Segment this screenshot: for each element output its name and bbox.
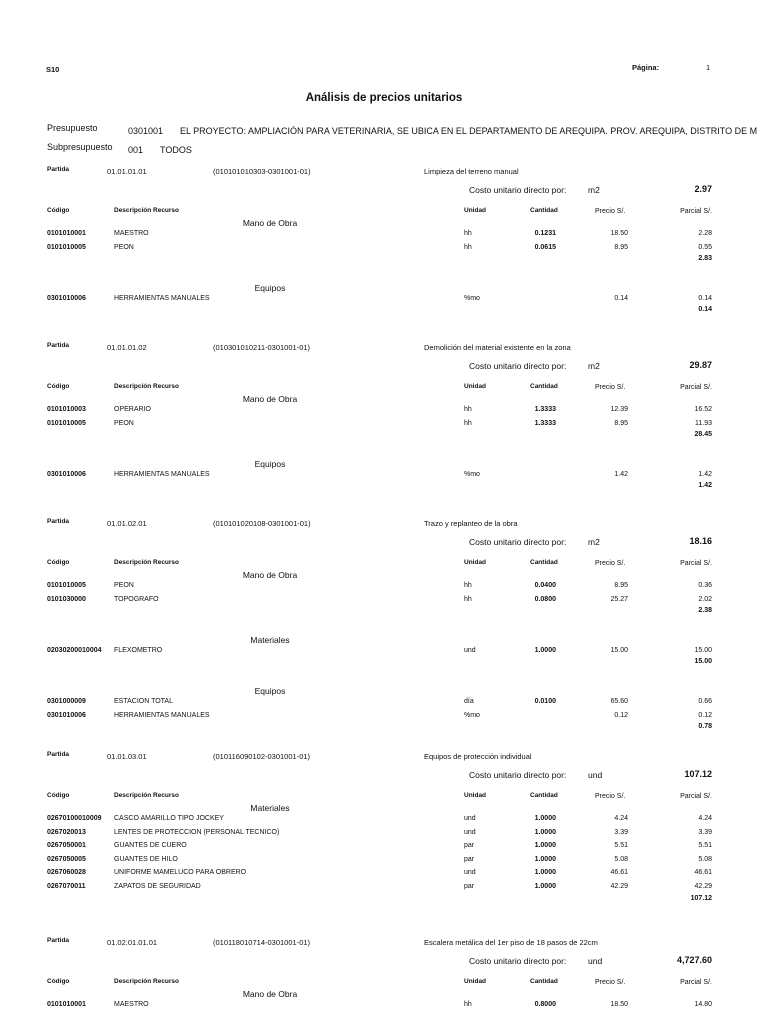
column-header-unidad: Unidad — [464, 559, 487, 566]
resource-description: ESTACION TOTAL — [114, 698, 173, 705]
resource-code: 0101010003 — [47, 406, 86, 413]
resource-description: PEON — [114, 582, 134, 589]
column-header-descripcion: Descripción Recurso — [114, 559, 180, 566]
partida-number: 01.02.01.01.01 — [107, 938, 158, 947]
partida-unit-cost: 107.12 — [684, 769, 712, 779]
resource-partial: 42.29 — [694, 883, 712, 890]
resource-unit: hh — [464, 243, 472, 251]
resource-unit: hh — [464, 406, 472, 413]
page-label: Página: — [632, 63, 660, 72]
partida-number: 01.01.02.01 — [107, 519, 147, 528]
resource-partial: 5.51 — [698, 842, 712, 850]
partida-unit: m2 — [588, 185, 600, 195]
resource-partial: 11.93 — [695, 419, 712, 427]
column-header-codigo: Código — [47, 383, 70, 390]
resource-code: 0267050005 — [47, 855, 86, 863]
partida-unit: und — [588, 770, 603, 780]
column-header-cantidad: Cantidad — [530, 383, 558, 390]
resource-partial: 15.00 — [694, 646, 712, 654]
resource-description: CASCO AMARILLO TIPO JOCKEY — [114, 815, 224, 822]
resource-description: TOPOGRAFO — [114, 595, 159, 603]
column-header-cantidad: Cantidad — [530, 792, 558, 799]
column-header-unidad: Unidad — [464, 383, 487, 390]
resource-group-title: Materiales — [250, 634, 290, 645]
partida-description: Equipos de protección individual — [424, 752, 532, 761]
partida-label: Partida — [47, 166, 70, 173]
resource-group-subtotal: 0.78 — [698, 723, 712, 731]
partida-label: Partida — [47, 518, 70, 525]
resource-unit: día — [464, 698, 474, 705]
costo-unitario-label: Costo unitario directo por: — [469, 361, 567, 371]
resource-partial: 14.80 — [694, 1001, 712, 1008]
resource-partial: 0.55 — [698, 243, 712, 251]
resource-partial: 2.02 — [698, 595, 712, 603]
partida-unit: und — [588, 956, 603, 966]
subpresupuesto-label: Subpresupuesto — [47, 142, 113, 152]
resource-description: FLEXOMETRO — [114, 646, 163, 654]
resource-partial: 2.28 — [698, 230, 712, 237]
partida-label: Partida — [47, 751, 70, 758]
resource-group-subtotal: 107.12 — [690, 894, 712, 902]
resource-group-subtotal: 28.45 — [694, 431, 712, 439]
resource-quantity: 0.0615 — [534, 243, 556, 251]
resource-description: OPERARIO — [114, 406, 151, 413]
resource-description: LENTES DE PROTECCION (PERSONAL TECNICO) — [114, 828, 280, 836]
resource-partial: 0.36 — [698, 582, 712, 589]
resource-quantity: 1.0000 — [534, 855, 556, 863]
resource-description: ZAPATOS DE SEGURIDAD — [114, 883, 201, 890]
resource-description: GUANTES DE HILO — [114, 855, 178, 863]
resource-quantity: 1.0000 — [534, 828, 556, 836]
resource-price: 8.95 — [614, 419, 628, 427]
presupuesto-code: 0301001 — [128, 126, 164, 136]
partida-reference: (010118010714-0301001-01) — [213, 938, 311, 947]
partida-description: Trazo y replanteo de la obra — [424, 519, 518, 528]
resource-price: 8.95 — [614, 243, 628, 251]
resource-unit: hh — [464, 595, 472, 603]
column-header-descripcion: Descripción Recurso — [114, 978, 180, 985]
resource-group-title: Mano de Obra — [242, 218, 298, 228]
subpresupuesto-description: TODOS — [160, 145, 192, 155]
resource-description: GUANTES DE CUERO — [114, 842, 187, 850]
resource-quantity: 1.0000 — [534, 869, 556, 877]
column-header-codigo: Código — [47, 207, 70, 214]
column-header-descripcion: Descripción Recurso — [114, 207, 180, 214]
resource-quantity: 1.0000 — [534, 646, 556, 654]
partida-number: 01.01.03.01 — [107, 752, 147, 761]
resource-code: 0301010006 — [47, 711, 86, 719]
column-header-precio: Precio S/. — [595, 208, 626, 215]
partida-label: Partida — [47, 937, 70, 944]
resource-code: 02030200010004 — [47, 646, 102, 654]
resource-quantity: 1.0000 — [534, 883, 556, 890]
resource-description: UNIFORME MAMELUCO PARA OBRERO — [114, 869, 247, 877]
resource-group-title: Equipos — [254, 282, 286, 293]
partida-reference: (010116090102-0301001-01) — [213, 752, 311, 761]
resource-price: 15.00 — [610, 646, 628, 654]
resource-code: 0301010006 — [47, 470, 86, 478]
resource-partial: 3.39 — [698, 828, 712, 836]
resource-quantity: 0.0800 — [534, 595, 556, 603]
resource-price: 42.29 — [610, 883, 628, 890]
resource-price: 1.42 — [614, 470, 628, 478]
report-code: S10 — [46, 65, 60, 74]
page-number: 1 — [706, 63, 711, 72]
resource-unit: %mo — [464, 294, 480, 302]
resource-group-title: Equipos — [254, 458, 286, 469]
column-header-codigo: Código — [47, 559, 70, 566]
resource-code: 0101030000 — [47, 595, 86, 603]
resource-code: 0267020013 — [47, 828, 86, 836]
resource-quantity: 1.0000 — [534, 842, 556, 850]
column-header-precio: Precio S/. — [595, 384, 626, 391]
resource-unit: hh — [464, 230, 472, 237]
partida-unit-cost: 4,727.60 — [676, 955, 712, 965]
column-header-cantidad: Cantidad — [530, 978, 558, 985]
resource-group-title: Mano de Obra — [242, 570, 298, 580]
resource-unit: hh — [464, 419, 472, 427]
partida-reference: (010101020108-0301001-01) — [213, 519, 311, 528]
resource-partial: 0.14 — [698, 294, 712, 302]
resource-unit: und — [464, 869, 476, 877]
resource-quantity: 1.0000 — [534, 815, 556, 822]
partida-unit-cost: 2.97 — [694, 184, 712, 194]
resource-code: 0267050001 — [47, 842, 86, 850]
subpresupuesto-code: 001 — [128, 145, 144, 155]
page-title: Análisis de precios unitarios — [305, 92, 463, 104]
resource-price: 18.50 — [610, 1001, 628, 1008]
resource-price: 4.24 — [614, 815, 628, 822]
resource-group-subtotal: 15.00 — [694, 658, 712, 666]
resource-code: 0301010006 — [47, 294, 86, 302]
costo-unitario-label: Costo unitario directo por: — [469, 185, 567, 195]
partida-unit: m2 — [588, 361, 600, 371]
resource-description: HERRAMIENTAS MANUALES — [114, 470, 210, 478]
resource-group-subtotal: 0.14 — [698, 306, 712, 314]
column-header-precio: Precio S/. — [595, 979, 626, 986]
resource-price: 25.27 — [610, 595, 628, 603]
resource-description: MAESTRO — [114, 230, 149, 237]
costo-unitario-label: Costo unitario directo por: — [469, 537, 567, 547]
resource-price: 0.12 — [614, 711, 628, 719]
column-header-parcial: Parcial S/. — [680, 793, 712, 800]
resource-unit: und — [464, 646, 476, 654]
column-header-precio: Precio S/. — [595, 793, 626, 800]
column-header-descripcion: Descripción Recurso — [114, 383, 180, 390]
resource-code: 0301000009 — [47, 698, 86, 705]
column-header-descripcion: Descripción Recurso — [114, 792, 180, 799]
resource-code: 0101010005 — [47, 582, 86, 589]
resource-description: HERRAMIENTAS MANUALES — [114, 294, 210, 302]
resource-unit: par — [464, 855, 475, 863]
column-header-unidad: Unidad — [464, 207, 487, 214]
resource-code: 0101010001 — [47, 230, 86, 237]
resource-group-title: Equipos — [254, 686, 286, 696]
presupuesto-label: Presupuesto — [47, 123, 98, 133]
column-header-precio: Precio S/. — [595, 560, 626, 567]
costo-unitario-label: Costo unitario directo por: — [469, 956, 567, 966]
partida-label: Partida — [47, 342, 70, 349]
column-header-unidad: Unidad — [464, 978, 487, 985]
resource-unit: par — [464, 883, 475, 890]
partida-description: Demolición del material existente en la zona — [424, 343, 571, 352]
resource-partial: 0.66 — [698, 698, 712, 705]
resource-description: PEON — [114, 419, 134, 427]
resource-partial: 5.08 — [698, 855, 712, 863]
resource-group-title: Mano de Obra — [242, 394, 298, 404]
column-header-parcial: Parcial S/. — [680, 979, 712, 986]
resource-unit: und — [464, 828, 476, 836]
column-header-cantidad: Cantidad — [530, 559, 558, 566]
column-header-codigo: Código — [47, 978, 70, 985]
column-header-unidad: Unidad — [464, 792, 487, 799]
resource-partial: 1.42 — [698, 470, 712, 478]
resource-group-subtotal: 2.38 — [698, 607, 712, 615]
resource-group-subtotal: 1.42 — [698, 482, 712, 490]
resource-description: PEON — [114, 243, 134, 251]
resource-unit: hh — [464, 582, 472, 589]
resource-price: 12.39 — [610, 406, 628, 413]
resource-price: 5.08 — [614, 855, 628, 863]
resource-price: 65.60 — [610, 698, 628, 705]
resource-partial: 4.24 — [698, 815, 712, 822]
costo-unitario-label: Costo unitario directo por: — [469, 770, 567, 780]
partida-unit-cost: 29.87 — [689, 360, 712, 370]
column-header-cantidad: Cantidad — [530, 207, 558, 214]
resource-price: 8.95 — [614, 582, 628, 589]
resource-price: 18.50 — [610, 230, 628, 237]
column-header-parcial: Parcial S/. — [680, 208, 712, 215]
resource-unit: %mo — [464, 470, 480, 478]
resource-code: 0267070011 — [47, 883, 86, 890]
resource-unit: %mo — [464, 711, 480, 719]
resource-quantity: 0.0400 — [534, 582, 556, 589]
resource-partial: 46.61 — [694, 869, 712, 877]
partida-reference: (010301010211-0301001-01) — [213, 343, 311, 352]
resource-code: 0267060028 — [47, 869, 86, 877]
resource-description: MAESTRO — [114, 1001, 149, 1008]
resource-quantity: 0.0100 — [534, 698, 556, 705]
resource-group-subtotal: 2.83 — [698, 255, 712, 263]
column-header-parcial: Parcial S/. — [680, 560, 712, 567]
resource-partial: 0.12 — [698, 711, 712, 719]
partida-description: Limpieza del terreno manual — [424, 167, 519, 176]
column-header-codigo: Código — [47, 792, 70, 799]
resource-unit: und — [464, 815, 476, 822]
partida-description: Escalera metálica del 1er piso de 18 pasos de 22cm — [424, 938, 598, 947]
resource-quantity: 1.3333 — [534, 406, 556, 413]
resource-price: 46.61 — [610, 869, 628, 877]
partida-number: 01.01.01.02 — [107, 343, 147, 352]
partida-reference: (010101010303-0301001-01) — [213, 167, 311, 176]
resource-price: 3.39 — [614, 828, 628, 836]
partida-number: 01.01.01.01 — [107, 167, 147, 176]
partida-unit-cost: 18.16 — [689, 536, 712, 546]
resource-group-title: Materiales — [250, 803, 290, 813]
resource-unit: hh — [464, 1001, 472, 1008]
resource-description: HERRAMIENTAS MANUALES — [114, 711, 210, 719]
resource-code: 02670100010009 — [47, 815, 102, 822]
resource-quantity: 1.3333 — [534, 419, 556, 427]
resource-code: 0101010001 — [47, 1001, 86, 1008]
column-header-parcial: Parcial S/. — [680, 384, 712, 391]
resource-code: 0101010005 — [47, 419, 86, 427]
resource-quantity: 0.8000 — [534, 1001, 556, 1008]
resource-quantity: 0.1231 — [534, 230, 556, 237]
resource-partial: 16.52 — [694, 406, 712, 413]
resource-price: 5.51 — [614, 842, 628, 850]
resource-code: 0101010005 — [47, 243, 86, 251]
resource-group-title: Mano de Obra — [242, 989, 298, 999]
presupuesto-description: EL PROYECTO: AMPLIACIÓN PARA VETERINARIA, SE UBICA EN EL DEPARTAMENTO DE AREQUIPA. PROV. AREQUIPA, DISTRITO DE M — [180, 126, 758, 136]
resource-price: 0.14 — [614, 294, 628, 302]
partida-unit: m2 — [588, 537, 600, 547]
resource-unit: par — [464, 842, 475, 850]
